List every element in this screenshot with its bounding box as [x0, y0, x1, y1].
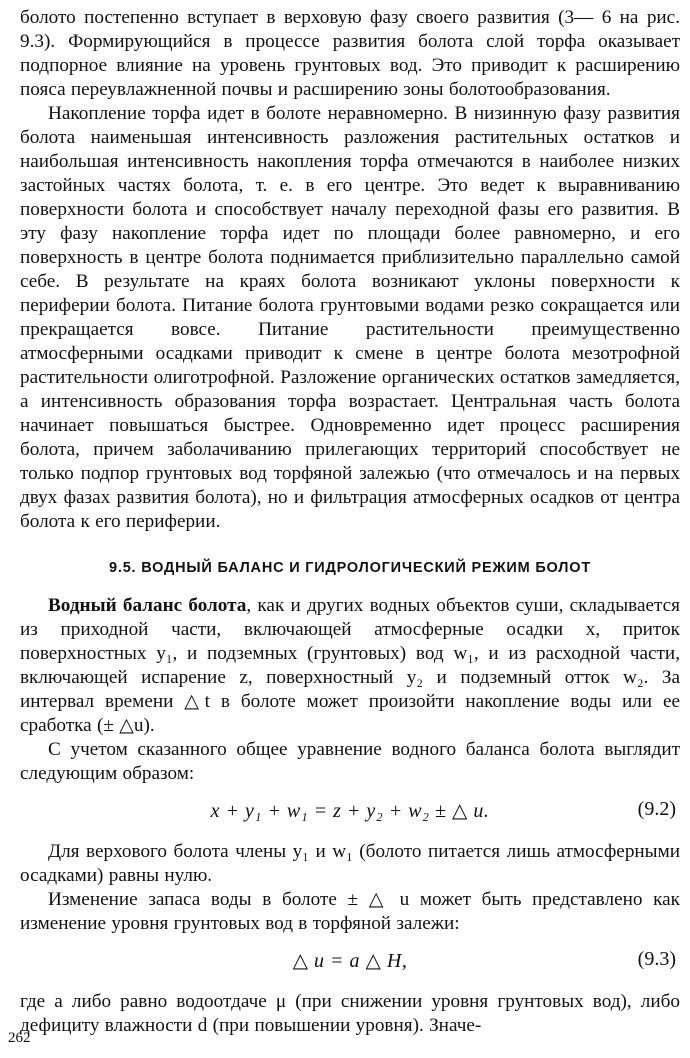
paragraph-equation-intro: С учетом сказанного общее уравнение водного баланса болота выглядит следующим образом: — [20, 739, 680, 784]
equation-9-2 — [20, 798, 680, 828]
equation-water-balance: x + y₁ + w₁ = z + y₂ + w₂ ± △ u. — [210, 800, 490, 822]
paragraph-peat-accumulation: Накопление торфа идет в болоте неравномерно. В низинную фазу развития болота наименьшая интенсивность разложения растительных остатков и наибольшая интенсивность накопления торфа отмечаются в наиболее низких застойных частях болота, т. е. в его центре. Это ведет к выравниванию поверхности болота и способствует началу переходной фазы его развития. В эту фазу накопление торфа идет по площади более равномерно, и его поверхность в центре болота поднимается приблизительно параллельно самой себе. В результате на краях болота возникают уклоны поверхности к периферии болота. Питание болота грунтовыми водами резко сокращается или прекращается вовсе. Питание растительности преимущественно атмосферными осадками приводит к смене в центре болота мезотрофной растительности олиготрофной. Разложение органических остатков замедляется, а интенсивность образования торфа возрастает. Центральная часть болота начинает повышаться быстрее. Одновременно идет процесс расширения болота, причем заболачиванию прилегающих территорий способствует не только подпор грунтовых вод торфяной залежью (что отмечалось и на первых двух фазах развития болота), но и фильтрация атмосферных осадков от центра болота к его периферии. — [20, 103, 680, 532]
paragraph-coefficient: где a либо равно водоотдаче μ (при снижении уровня грунтовых вод), либо дефициту влажности d (при повышении уровня). Значе- — [20, 991, 680, 1036]
equation-9-3 — [20, 948, 680, 978]
paragraph-raised-bog: Для верхового болота члены y₁ и w₁ (болото питается лишь атмосферными осадками) равны нулю. — [20, 841, 680, 886]
term-water-balance: Водный баланс болота — [48, 595, 247, 616]
section-heading: 9.5. ВОДНЫЙ БАЛАНС И ГИДРОЛОГИЧЕСКИЙ РЕЖИМ БОЛОТ — [109, 560, 591, 576]
paragraph-water-balance-text: , как и других водных объектов суши, складывается из приходной части, включающей атмосферные осадки x, приток поверхностных y₁, и подземных (грунтовых) вод w₁, и из расходной части, включающей испарение z, поверхностный y₂ и подземный отток w₂. За интервал времени △t в болоте может произойти накопление воды или ее сработка (± △u). — [20, 595, 680, 736]
page-number: 262 — [8, 1030, 31, 1046]
paragraph-bog-phase: болото постепенно вступает в верховую фазу своего развития (3— 6 на рис. 9.3). Формирующийся в процессе развития болота слой торфа оказывает подпорное влияние на уровень грунтовых вод. Это приводит к расширению пояса переувлажненной почвы и расширению зоны болотообразования. — [20, 7, 680, 100]
paragraph-storage-change: Изменение запаса воды в болоте ± △ u может быть представлено как изменение уровня грунтовых вод в торфяной залежи: — [20, 889, 680, 934]
paragraph-water-balance — [20, 594, 680, 738]
equation-number: (9.2) — [637, 798, 676, 820]
document-page — [20, 6, 680, 1038]
equation-number: (9.3) — [637, 948, 676, 970]
equation-storage: △ u = a △ H, — [292, 950, 408, 972]
